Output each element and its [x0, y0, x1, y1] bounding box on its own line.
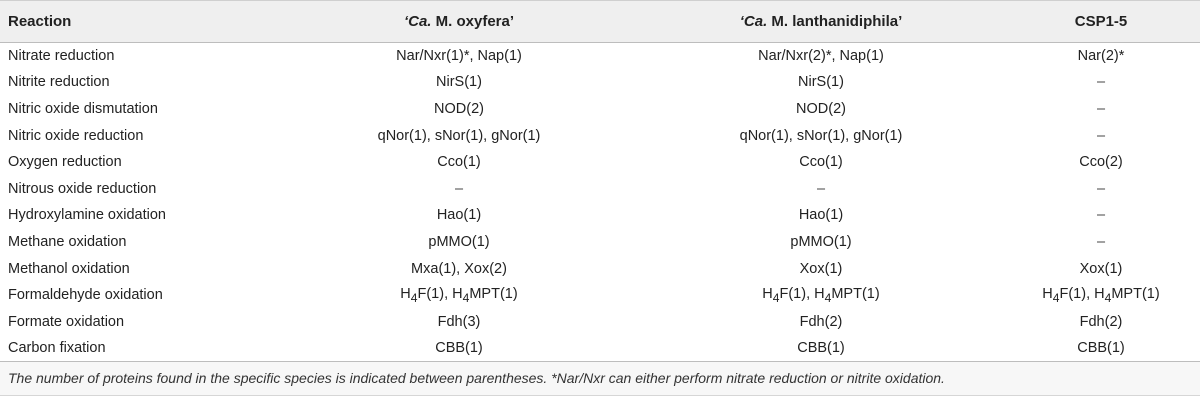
cell-lanthanidiphila: Hao(1): [798, 207, 844, 224]
header-lanth-italic: ‘Ca.: [739, 13, 768, 30]
f-part: F(1),: [779, 285, 815, 302]
cell-csp: –: [1096, 74, 1106, 91]
table-row: [0, 69, 1200, 96]
cell-lanthanidiphila: CBB(1): [797, 340, 845, 357]
f-part: F(1),: [1059, 285, 1095, 302]
cell-oxyfera: CBB(1): [435, 340, 483, 357]
cell-oxyfera: [278, 282, 640, 309]
cell-csp: Xox(1): [1079, 260, 1123, 277]
header-lanthanidiphila: [640, 1, 1002, 43]
cell-csp: Cco(2): [1079, 154, 1123, 171]
h-letter: H: [1094, 285, 1105, 302]
table-row: [0, 202, 1200, 229]
cell-lanthanidiphila: NOD(2): [796, 100, 846, 117]
table-footnote: The number of proteins found in the specific species is indicated between parentheses. *Nar/Nxr can either perform nitrate reduction or nitrite oxidation.: [0, 362, 1200, 396]
subscript-4: 4: [1104, 290, 1112, 305]
header-oxyfera-name: M. oxyfera’: [431, 13, 515, 30]
cell-csp: –: [1096, 207, 1106, 224]
cell-oxyfera: Fdh(3): [437, 313, 481, 330]
cell-lanthanidiphila: Nar/Nxr(2)*, Nap(1): [758, 48, 884, 65]
header-reaction: Reaction: [8, 13, 72, 30]
cell-reaction: Methane oxidation: [8, 233, 127, 250]
cell-csp: Fdh(2): [1079, 313, 1123, 330]
h-letter: H: [452, 285, 463, 302]
cell-csp: –: [1096, 233, 1106, 250]
cell-oxyfera: NOD(2): [434, 100, 484, 117]
cell-reaction: Nitric oxide reduction: [8, 127, 144, 144]
cell-reaction: Methanol oxidation: [8, 260, 130, 277]
cell-oxyfera: NirS(1): [436, 74, 482, 91]
cell-oxyfera: Hao(1): [436, 207, 482, 224]
table-row: [0, 149, 1200, 176]
cell-lanthanidiphila: [640, 282, 1002, 309]
cell-csp: [1002, 282, 1200, 309]
mpt-part: MPT(1): [831, 285, 880, 302]
subscript-4: 4: [1052, 290, 1060, 305]
cell-lanthanidiphila: qNor(1), sNor(1), gNor(1): [739, 127, 903, 144]
cell-reaction: Hydroxylamine oxidation: [8, 207, 166, 224]
h-letter: H: [814, 285, 825, 302]
cell-reaction: Oxygen reduction: [8, 154, 122, 171]
cell-oxyfera: Cco(1): [437, 154, 481, 171]
cell-oxyfera: Mxa(1), Xox(2): [411, 260, 507, 277]
cell-oxyfera: –: [454, 180, 464, 197]
table-row: [0, 255, 1200, 282]
table-row: [0, 96, 1200, 123]
table-row: [0, 335, 1200, 362]
table-row: [0, 122, 1200, 149]
table-row: [0, 282, 1200, 309]
cell-csp: –: [1096, 100, 1106, 117]
f-part: F(1),: [417, 285, 453, 302]
h-letter: H: [400, 285, 411, 302]
cell-lanthanidiphila: –: [816, 180, 826, 197]
cell-reaction: Nitric oxide dismutation: [8, 100, 158, 117]
table-header-row: [0, 1, 1200, 43]
header-oxyfera-italic: ‘Ca.: [403, 13, 432, 30]
subscript-4: 4: [772, 290, 780, 305]
cell-lanthanidiphila: NirS(1): [798, 74, 844, 91]
cell-reaction: Formaldehyde oxidation: [8, 287, 163, 304]
cell-reaction: Nitrite reduction: [8, 74, 110, 91]
subscript-4: 4: [824, 290, 832, 305]
header-lanth-name: M. lanthanidiphila’: [767, 13, 903, 30]
cell-csp: Nar(2)*: [1077, 48, 1125, 65]
table-row: [0, 43, 1200, 70]
cell-oxyfera: qNor(1), sNor(1), gNor(1): [377, 127, 541, 144]
cell-lanthanidiphila: Xox(1): [799, 260, 843, 277]
cell-csp: CBB(1): [1077, 340, 1125, 357]
cell-reaction: Nitrous oxide reduction: [8, 180, 157, 197]
h-letter: H: [1042, 285, 1053, 302]
cell-lanthanidiphila: pMMO(1): [790, 233, 852, 250]
cell-reaction: Formate oxidation: [8, 313, 125, 330]
cell-reaction: Nitrate reduction: [8, 48, 115, 65]
cell-csp: –: [1096, 127, 1106, 144]
header-oxyfera: [278, 1, 640, 43]
cell-lanthanidiphila: Fdh(2): [799, 313, 843, 330]
cell-reaction: Carbon fixation: [8, 340, 106, 357]
subscript-4: 4: [410, 290, 418, 305]
table-row: [0, 308, 1200, 335]
mpt-part: MPT(1): [1111, 285, 1160, 302]
cell-oxyfera: Nar/Nxr(1)*, Nap(1): [396, 48, 522, 65]
header-csp: CSP1-5: [1074, 13, 1128, 30]
mpt-part: MPT(1): [469, 285, 518, 302]
table-row: [0, 175, 1200, 202]
cell-oxyfera: pMMO(1): [428, 233, 490, 250]
table-row: [0, 229, 1200, 256]
cell-csp: –: [1096, 180, 1106, 197]
subscript-4: 4: [462, 290, 470, 305]
h-letter: H: [762, 285, 773, 302]
cell-lanthanidiphila: Cco(1): [799, 154, 843, 171]
